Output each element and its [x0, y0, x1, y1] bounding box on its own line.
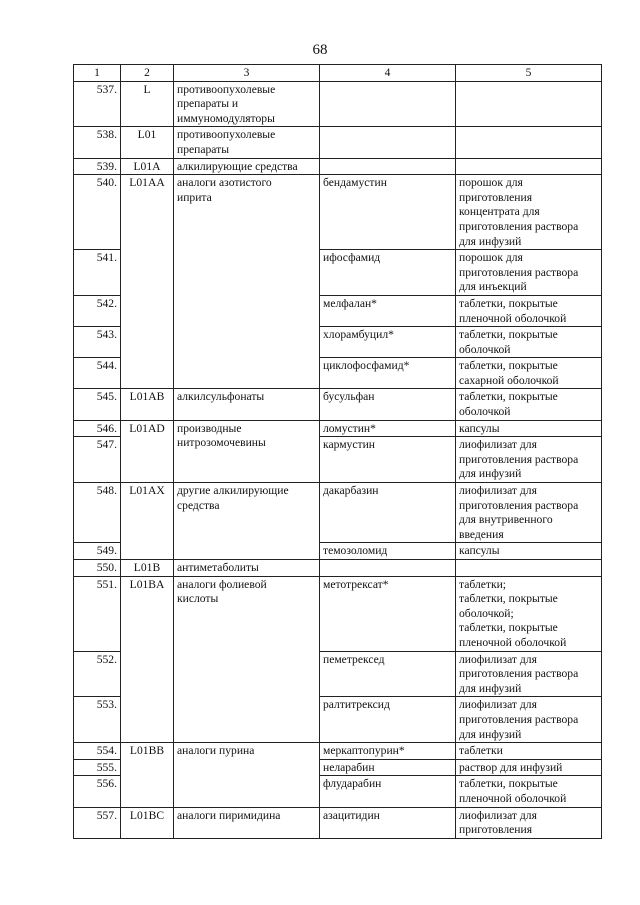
cell-line: противоопухолевые	[177, 128, 276, 142]
atc-group	[174, 560, 320, 577]
cell-line: приготовления раствора	[459, 452, 579, 466]
cell-line: приготовления раствора	[459, 265, 579, 279]
row-number: 547.	[74, 437, 121, 483]
atc-code: L	[121, 81, 174, 127]
cell-line: приготовления	[459, 190, 533, 204]
row-number: 555.	[74, 759, 121, 776]
cell-line: антиметаболиты	[177, 561, 259, 574]
cell-line: флударабин	[323, 777, 382, 791]
drug-name	[320, 807, 456, 838]
row-number: 552.	[74, 651, 121, 697]
row-number: 540.	[74, 175, 121, 250]
cell-line: алкилсульфонаты	[177, 390, 265, 404]
drug-name	[320, 158, 456, 175]
atc-code: L01B	[121, 560, 174, 577]
atc-code: L01AA	[121, 175, 174, 389]
dosage-form	[456, 576, 602, 651]
cell-line: бендамустин	[323, 176, 387, 190]
cell-line: противоопухолевые	[177, 82, 276, 96]
drug-name	[320, 250, 456, 296]
dosage-form	[456, 420, 602, 437]
dosage-form	[456, 295, 602, 326]
dosage-form	[456, 697, 602, 743]
cell-line: сахарной оболочкой	[459, 373, 559, 387]
row-number: 537.	[74, 81, 121, 127]
cell-line: аналоги азотистого	[177, 176, 272, 190]
row-number: 539.	[74, 158, 121, 175]
dosage-form	[456, 776, 602, 807]
dosage-form	[456, 651, 602, 697]
row-number: 538.	[74, 127, 121, 158]
row-number: 556.	[74, 776, 121, 807]
atc-group	[174, 127, 320, 158]
atc-group	[174, 175, 320, 389]
atc-code: L01BB	[121, 743, 174, 807]
cell-line: оболочкой;	[459, 606, 514, 620]
drug-name	[320, 327, 456, 358]
column-header: 3	[174, 65, 320, 82]
dosage-form	[456, 807, 602, 838]
table-row	[74, 81, 602, 127]
cell-line: пленочной оболочкой	[459, 635, 567, 649]
cell-line: оболочкой	[459, 405, 511, 419]
table-header-row	[74, 65, 602, 82]
cell-line: введения	[459, 527, 504, 541]
cell-line: алкилирующие средства	[177, 159, 298, 173]
row-number: 542.	[74, 295, 121, 326]
cell-line: таблетки	[459, 744, 503, 758]
dosage-form	[456, 358, 602, 389]
cell-line: таблетки, покрытые	[459, 592, 558, 606]
cell-line: нитрозомочевины	[177, 436, 266, 450]
cell-line: кармустин	[323, 438, 375, 452]
cell-line: ифосфамид	[323, 251, 381, 265]
cell-line: лиофилизат для	[459, 808, 537, 822]
row-number: 548.	[74, 483, 121, 543]
cell-line: приготовления	[459, 823, 533, 837]
dosage-form	[456, 81, 602, 127]
drug-name	[320, 651, 456, 697]
page-number: 68	[312, 42, 328, 58]
atc-group	[174, 420, 320, 482]
dosage-form	[456, 250, 602, 296]
atc-code: L01BA	[121, 576, 174, 743]
column-header: 1	[74, 65, 121, 82]
cell-line: лиофилизат для	[459, 438, 537, 452]
cell-line: иприта	[177, 190, 212, 204]
cell-line: приготовления раствора	[459, 712, 579, 726]
drug-name	[320, 295, 456, 326]
dosage-form	[456, 437, 602, 483]
row-number: 550.	[74, 560, 121, 577]
table-row	[74, 389, 602, 420]
atc-code: L01AB	[121, 389, 174, 420]
drug-name	[320, 389, 456, 420]
cell-line: приготовления раствора	[459, 667, 579, 681]
dosage-form	[456, 743, 602, 760]
cell-line: для инфузий	[459, 467, 522, 481]
cell-line: мелфалан*	[323, 296, 377, 310]
row-number: 551.	[74, 576, 121, 651]
cell-line: кислоты	[177, 592, 219, 606]
cell-line: меркаптопурин*	[323, 744, 405, 758]
cell-line: таблетки, покрытые	[459, 328, 558, 342]
cell-line: таблетки, покрытые	[459, 777, 558, 791]
table-row	[74, 483, 602, 543]
dosage-form	[456, 483, 602, 543]
drug-name	[320, 743, 456, 760]
cell-line: для инфузий	[459, 234, 522, 248]
cell-line: приготовления раствора	[459, 498, 579, 512]
cell-line: средства	[177, 498, 220, 512]
row-number: 544.	[74, 358, 121, 389]
cell-line: для инфузий	[459, 727, 522, 741]
atc-group	[174, 807, 320, 838]
table-row	[74, 158, 602, 175]
cell-line: другие алкилирующие	[177, 484, 289, 498]
row-number: 553.	[74, 697, 121, 743]
cell-line: капсулы	[459, 421, 500, 435]
atc-code: L01A	[121, 158, 174, 175]
column-header: 5	[456, 65, 602, 82]
atc-group	[174, 743, 320, 807]
dosage-form	[456, 543, 602, 560]
cell-line: лиофилизат для	[459, 652, 537, 666]
cell-line: препараты	[177, 142, 229, 156]
table-row	[74, 743, 602, 760]
cell-line: метотрексат*	[323, 577, 389, 591]
dosage-form	[456, 560, 602, 577]
cell-line: дакарбазин	[323, 484, 379, 498]
row-number: 541.	[74, 250, 121, 296]
dosage-form	[456, 759, 602, 776]
cell-line: ралтитрексид	[323, 698, 390, 712]
cell-line: оболочкой	[459, 342, 511, 356]
cell-line: пленочной оболочкой	[459, 311, 567, 325]
drug-name	[320, 483, 456, 543]
drug-name	[320, 697, 456, 743]
drug-name	[320, 420, 456, 437]
cell-line: аналоги пиримидина	[177, 808, 281, 822]
column-header: 2	[121, 65, 174, 82]
cell-line: для внутривенного	[459, 513, 553, 527]
cell-line: приготовления раствора	[459, 219, 579, 233]
cell-line: таблетки, покрытые	[459, 359, 558, 373]
atc-group	[174, 576, 320, 743]
cell-line: капсулы	[459, 544, 500, 558]
cell-line: таблетки, покрытые	[459, 390, 558, 404]
row-number: 545.	[74, 389, 121, 420]
drug-name	[320, 127, 456, 158]
dosage-form	[456, 327, 602, 358]
atc-group	[174, 81, 320, 127]
cell-line: пеметрексед	[323, 652, 385, 666]
cell-line: аналоги фолиевой	[177, 577, 267, 591]
atc-group	[174, 483, 320, 560]
cell-line: пленочной оболочкой	[459, 791, 567, 805]
medication-table	[73, 64, 602, 839]
cell-line: иммуномодуляторы	[177, 111, 275, 125]
dosage-form	[456, 389, 602, 420]
dosage-form	[456, 127, 602, 158]
drug-name	[320, 81, 456, 127]
drug-name	[320, 560, 456, 577]
table-row	[74, 127, 602, 158]
cell-line: лиофилизат для	[459, 484, 537, 498]
drug-name	[320, 358, 456, 389]
atc-code: L01	[121, 127, 174, 158]
cell-line: концентрата для	[459, 205, 540, 219]
table-row	[74, 576, 602, 651]
cell-line: бусульфан	[323, 390, 375, 404]
drug-name	[320, 776, 456, 807]
drug-name	[320, 543, 456, 560]
atc-code: L01AX	[121, 483, 174, 560]
atc-group	[174, 389, 320, 420]
cell-line: производные	[177, 421, 242, 435]
cell-line: порошок для	[459, 251, 523, 265]
table-row	[74, 420, 602, 437]
drug-name	[320, 759, 456, 776]
row-number: 557.	[74, 807, 121, 838]
atc-code: L01BC	[121, 807, 174, 838]
cell-line: хлорамбуцил*	[323, 328, 394, 342]
cell-line: циклофосфамид*	[323, 359, 410, 373]
cell-line: неларабин	[323, 760, 375, 774]
table-row	[74, 175, 602, 250]
row-number: 546.	[74, 420, 121, 437]
dosage-form	[456, 175, 602, 250]
cell-line: для инъекций	[459, 280, 527, 294]
drug-name	[320, 576, 456, 651]
cell-line: порошок для	[459, 176, 523, 190]
atc-code: L01AD	[121, 420, 174, 482]
dosage-form	[456, 158, 602, 175]
cell-line: ломустин*	[323, 421, 376, 435]
drug-name	[320, 437, 456, 483]
cell-line: раствор для инфузий	[459, 760, 563, 774]
cell-line: азацитидин	[323, 808, 380, 822]
cell-line: лиофилизат для	[459, 698, 537, 712]
cell-line: темозоломид	[323, 544, 388, 558]
cell-line: таблетки;	[459, 577, 507, 591]
cell-line: таблетки, покрытые	[459, 296, 558, 310]
column-header: 4	[320, 65, 456, 82]
cell-line: для инфузий	[459, 681, 522, 695]
row-number: 543.	[74, 327, 121, 358]
atc-group	[174, 158, 320, 175]
table-row	[74, 807, 602, 838]
table-row	[74, 560, 602, 577]
cell-line: таблетки, покрытые	[459, 621, 558, 635]
row-number: 549.	[74, 543, 121, 560]
row-number: 554.	[74, 743, 121, 760]
cell-line: препараты и	[177, 97, 239, 111]
drug-name	[320, 175, 456, 250]
cell-line: аналоги пурина	[177, 744, 255, 758]
